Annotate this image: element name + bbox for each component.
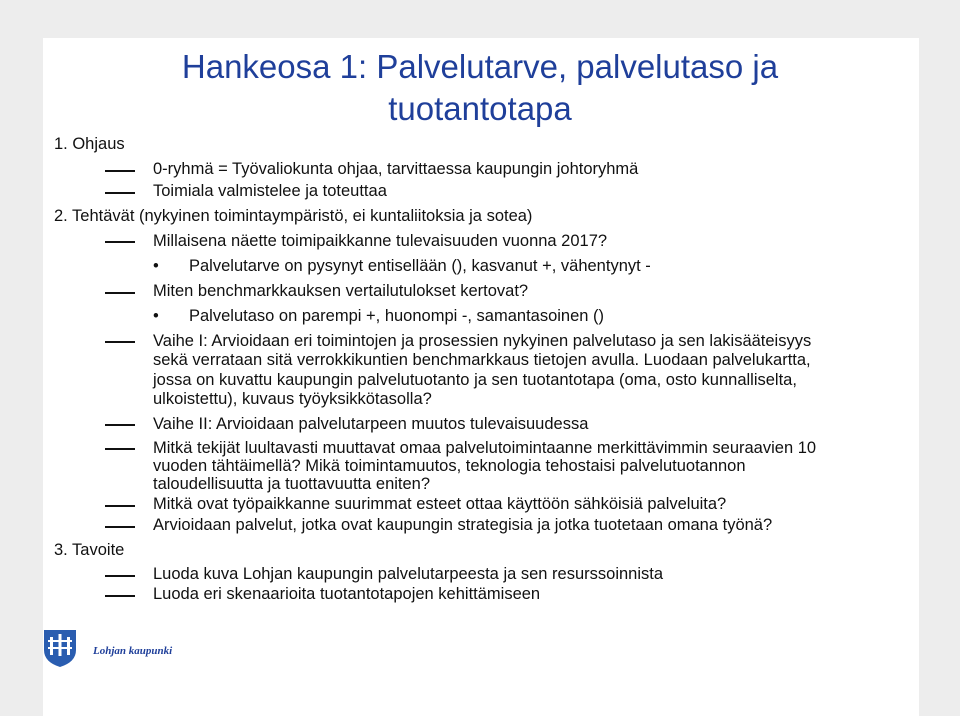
dash-marker (105, 424, 135, 426)
section-heading: 3. Tavoite (54, 541, 125, 559)
list-item: Miten benchmarkkauksen vertailutulokset kertovat? (153, 282, 529, 300)
sub-list-item: Palvelutaso on parempi +, huonompi -, samantasoinen () (189, 307, 605, 325)
bullet-marker: • (153, 307, 159, 325)
dash-marker (105, 526, 135, 528)
dash-marker (105, 341, 135, 343)
list-item-line: vuoden tähtäimellä? Mikä toimintamuutos, teknologia tehostaisi palvelutuotannon (153, 457, 746, 475)
list-item: Millaisena näette toimipaikkanne tulevaisuuden vuonna 2017? (153, 232, 608, 250)
sub-list-item: Palvelutarve on pysynyt entisellään (), kasvanut +, vähentynyt - (189, 257, 651, 275)
list-item: Toimiala valmistelee ja toteuttaa (153, 182, 387, 200)
list-item-line: Vaihe I: Arvioidaan eri toimintojen ja prosessien nykyinen palvelutaso ja sen lakisääteisyys (153, 332, 812, 350)
list-item-line: Mitkä tekijät luultavasti muuttavat omaa palvelutoimintaanne merkittävimmin seuraavien 10 (153, 439, 817, 457)
list-item-line: ulkoistettu), kuvaus työyksikkötasolla? (153, 390, 432, 408)
section-heading: 2. Tehtävät (nykyinen toimintaympäristö, ei kuntaliitoksia ja sotea) (54, 207, 533, 225)
list-item-line: taloudellisuutta ja tuottavuutta eniten? (153, 475, 431, 493)
dash-marker (105, 241, 135, 243)
dash-marker (105, 595, 135, 597)
list-item: Mitkä ovat työpaikkanne suurimmat esteet ottaa käyttöön sähköisiä palveluita? (153, 495, 727, 513)
section-heading: 1. Ohjaus (54, 135, 125, 153)
city-crest-logo-icon (42, 628, 78, 668)
list-item: Vaihe II: Arvioidaan palvelutarpeen muutos tulevaisuudessa (153, 415, 589, 433)
list-item-line: jossa on kuvattu kaupungin palvelutuotanto ja sen tuotantotapa (oma, osto kunnalliselta, (153, 371, 797, 389)
bullet-marker: • (153, 257, 159, 275)
slide-title-line-1: Hankeosa 1: Palvelutarve, palvelutaso ja (181, 48, 779, 85)
list-item: Luoda kuva Lohjan kaupungin palvelutarpeesta ja sen resurssoinnista (153, 565, 664, 583)
dash-marker (105, 170, 135, 172)
list-item: Arvioidaan palvelut, jotka ovat kaupungin strategisia ja jotka tuotetaan omana työnä? (153, 516, 773, 534)
list-item: Luoda eri skenaarioita tuotantotapojen kehittämiseen (153, 585, 541, 603)
dash-marker (105, 505, 135, 507)
org-name: Lohjan kaupunki (93, 645, 173, 657)
dash-marker (105, 192, 135, 194)
dash-marker (105, 575, 135, 577)
list-item: 0-ryhmä = Työvaliokunta ohjaa, tarvittaessa kaupungin johtoryhmä (153, 160, 639, 178)
slide-title-line-2: tuotantotapa (388, 90, 572, 127)
list-item-line: sekä verrataan sitä verrokkikuntien benchmarkkaus tietojen avulla. Luodaan palvelukartta, (153, 351, 811, 369)
dash-marker (105, 448, 135, 450)
dash-marker (105, 292, 135, 294)
